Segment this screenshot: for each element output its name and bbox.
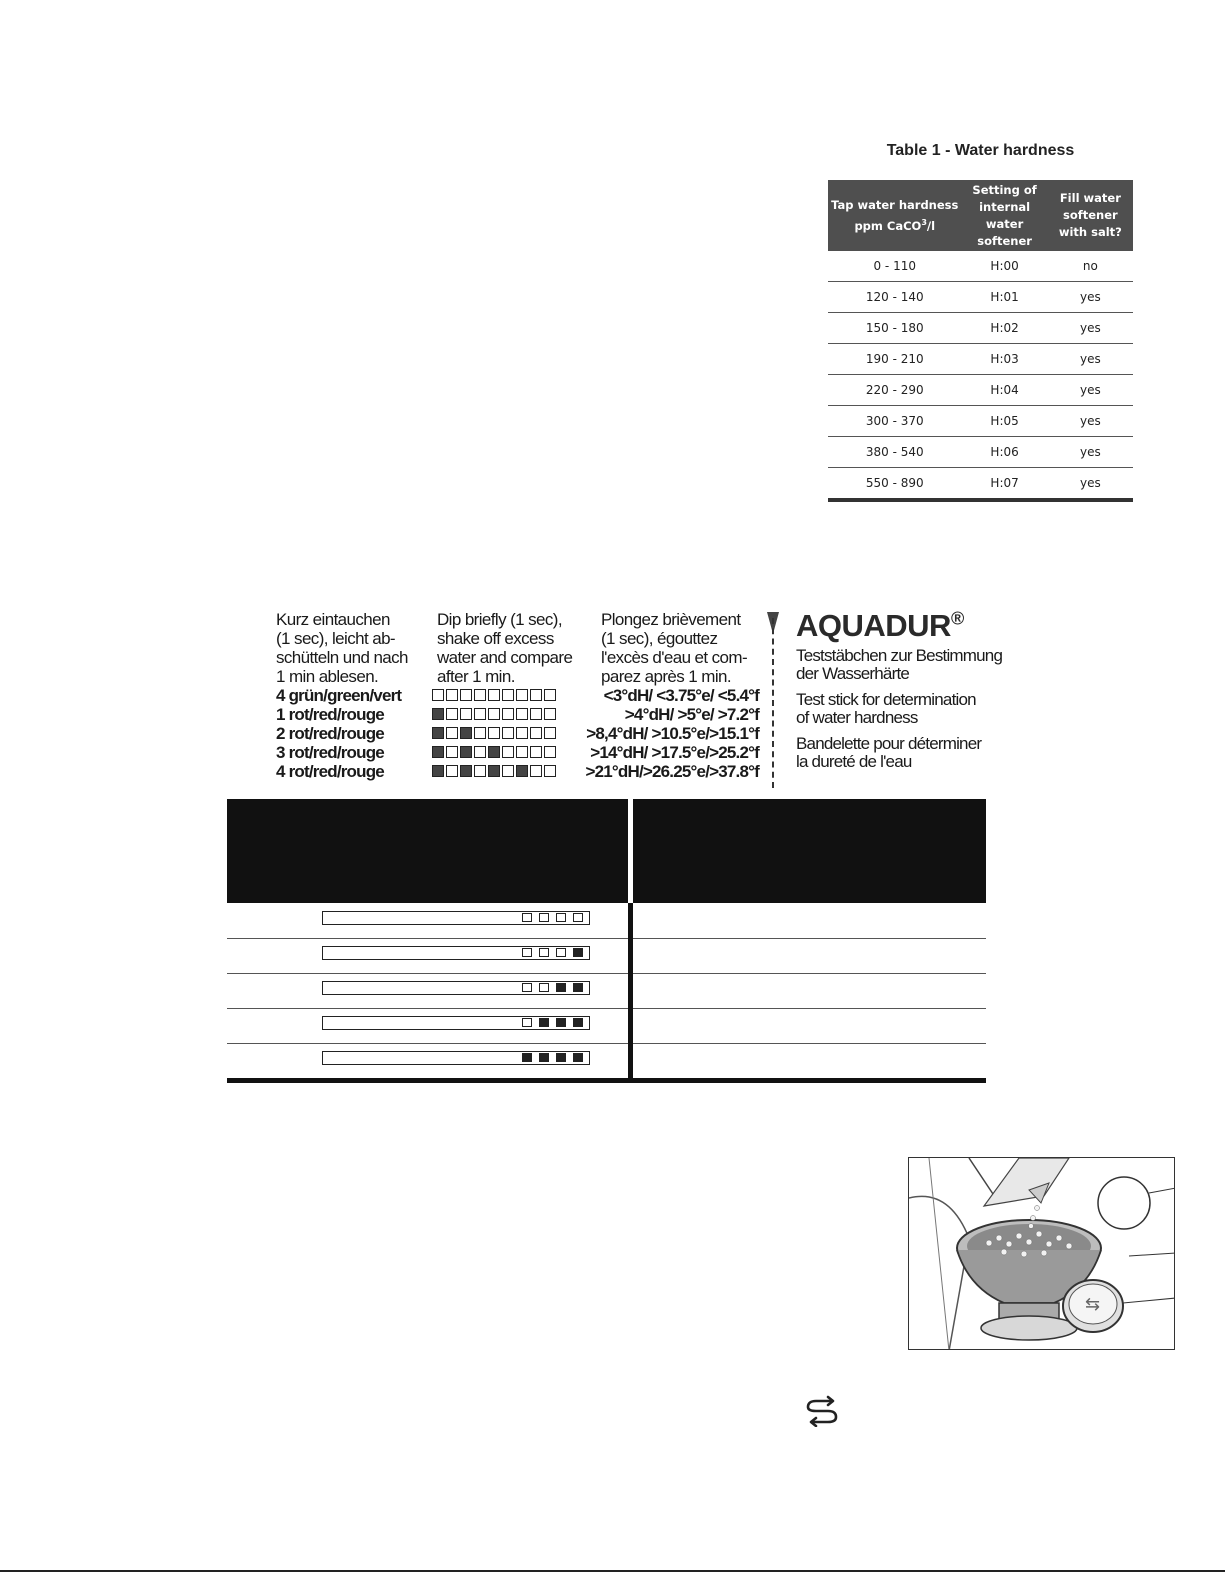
hardness-row-label: 1 rot/red/rouge	[276, 705, 384, 724]
fr-line: l'excès d'eau et com-	[601, 648, 748, 667]
hardness-row-label: 2 rot/red/rouge	[276, 724, 384, 743]
en-line: Dip briefly (1 sec),	[437, 610, 562, 629]
en-line: water and compare	[437, 648, 573, 667]
desc-fr-line: la dureté de l'eau	[796, 752, 912, 771]
strip-square	[544, 765, 556, 777]
strip-square	[530, 765, 542, 777]
column-divider	[628, 903, 633, 1079]
header-separator	[628, 799, 633, 903]
en-line: shake off excess	[437, 629, 554, 648]
table-row	[828, 313, 1133, 344]
strip-squares	[432, 746, 558, 758]
strip-square	[530, 689, 542, 701]
cell-setting: H:06	[961, 437, 1047, 468]
instructions-german	[276, 610, 408, 686]
header-c1-tail: /l	[926, 218, 936, 233]
table-row	[828, 468, 1133, 501]
cell-salt: no	[1048, 251, 1133, 282]
strip-square	[488, 708, 500, 720]
strip-square	[474, 746, 486, 758]
test-stick	[322, 946, 590, 960]
de-line: (1 sec), leicht ab-	[276, 629, 395, 648]
strip-squares	[432, 689, 558, 701]
brand-description	[796, 647, 1002, 771]
cell-hardness: 550 - 890	[828, 468, 961, 501]
page-bottom-rule	[0, 1570, 1225, 1572]
header-fill-salt: Fill water softener with salt?	[1048, 180, 1133, 251]
test-stick	[322, 1016, 590, 1030]
strip-square	[432, 689, 444, 701]
hardness-row-label: 4 rot/red/rouge	[276, 762, 384, 781]
instructions-english	[437, 610, 572, 686]
strip-square	[502, 689, 514, 701]
strip-square	[516, 765, 528, 777]
fr-line: (1 sec), égouttez	[601, 629, 718, 648]
stick-square	[539, 1018, 549, 1027]
table-row	[828, 282, 1133, 313]
strip-square	[460, 746, 472, 758]
strip-square	[432, 746, 444, 758]
header-c1-line2: ppm CaCO	[854, 218, 922, 233]
hardness-row-value: >4°dH/ >5°e/ >7.2°f	[624, 705, 759, 724]
strip-result-row	[227, 938, 986, 974]
strip-square	[474, 689, 486, 701]
stick-square	[522, 1018, 532, 1027]
stick-square	[539, 983, 549, 992]
stick-square	[573, 1018, 583, 1027]
strip-square	[446, 727, 458, 739]
hardness-row-label: 3 rot/red/rouge	[276, 743, 384, 762]
cell-hardness: 120 - 140	[828, 282, 961, 313]
de-line: Kurz eintauchen	[276, 610, 390, 629]
strip-square	[474, 727, 486, 739]
de-line: 1 min ablesen.	[276, 667, 379, 686]
stick-square	[522, 948, 532, 957]
strip-square	[432, 765, 444, 777]
stick-square	[539, 948, 549, 957]
cell-setting: H:01	[961, 282, 1047, 313]
desc-de-line: Teststäbchen zur Bestimmung	[796, 646, 1003, 665]
strip-square	[516, 746, 528, 758]
en-line: after 1 min.	[437, 667, 515, 686]
svg-text:⇆: ⇆	[1085, 1294, 1101, 1315]
cell-hardness: 190 - 210	[828, 344, 961, 375]
table-bottom-rule	[227, 1078, 986, 1083]
hardness-row-label: 4 grün/green/vert	[276, 686, 402, 705]
header-c1-line1: Tap water hardness	[831, 197, 959, 212]
aquadur-test-strip-legend	[276, 608, 1003, 790]
test-stick	[322, 911, 590, 925]
stick-square	[556, 1018, 566, 1027]
fr-line: Plongez brièvement	[601, 610, 741, 629]
cell-hardness: 300 - 370	[828, 406, 961, 437]
strip-square	[530, 746, 542, 758]
strip-squares	[432, 727, 558, 739]
cell-salt: yes	[1048, 344, 1133, 375]
stick-square	[522, 1053, 532, 1062]
cell-salt: yes	[1048, 437, 1133, 468]
desc-en-line: Test stick for determination	[796, 690, 976, 709]
strip-square	[530, 727, 542, 739]
fr-line: parez après 1 min.	[601, 667, 731, 686]
aquadur-brand	[796, 608, 964, 644]
strip-square	[432, 727, 444, 739]
cell-salt: yes	[1048, 406, 1133, 437]
strip-square	[488, 727, 500, 739]
cell-salt: yes	[1048, 313, 1133, 344]
cell-setting: H:07	[961, 468, 1047, 501]
salt-refill-arrows-icon	[804, 1395, 840, 1427]
cell-hardness: 0 - 110	[828, 251, 961, 282]
header-c1-sup: 3	[921, 217, 927, 227]
table-row	[828, 406, 1133, 437]
instructions-french	[601, 610, 747, 686]
hardness-row-value: <3°dH/ <3.75°e/ <5.4°f	[603, 686, 759, 705]
brand-name: AQUADUR	[796, 608, 951, 643]
strip-square	[516, 727, 528, 739]
header-setting: Setting of internal water softener	[961, 180, 1047, 251]
cell-salt: yes	[1048, 468, 1133, 501]
strip-square	[460, 765, 472, 777]
stick-square	[522, 913, 532, 922]
stick-square	[539, 913, 549, 922]
strip-square	[502, 727, 514, 739]
table1-title: Table 1 - Water hardness	[886, 142, 1075, 159]
strip-square	[544, 727, 556, 739]
strip-table-body	[227, 903, 986, 1082]
hardness-row-value: >8,4°dH/ >10.5°e/>15.1°f	[586, 724, 759, 743]
registered-mark: ®	[950, 608, 964, 629]
stick-square	[556, 948, 566, 957]
strip-square	[446, 708, 458, 720]
stick-square	[539, 1053, 549, 1062]
cell-salt: yes	[1048, 282, 1133, 313]
strip-square	[544, 689, 556, 701]
stick-square	[522, 983, 532, 992]
strip-square	[474, 708, 486, 720]
stick-square	[573, 948, 583, 957]
strip-square	[446, 689, 458, 701]
stick-square	[573, 983, 583, 992]
strip-result-row	[227, 903, 986, 939]
desc-en-line: of water hardness	[796, 708, 918, 727]
strip-squares	[432, 708, 558, 720]
hardness-row-value: >14°dH/ >17.5°e/>25.2°f	[590, 743, 759, 762]
cell-hardness: 220 - 290	[828, 375, 961, 406]
strip-square	[488, 689, 500, 701]
strip-squares	[432, 765, 558, 777]
strip-square	[502, 765, 514, 777]
test-stick	[322, 1051, 590, 1065]
stick-square	[556, 913, 566, 922]
test-stick	[322, 981, 590, 995]
strip-square	[474, 765, 486, 777]
strip-square	[530, 708, 542, 720]
de-line: schütteln und nach	[276, 648, 408, 667]
hardness-row-value: >21°dH/>26.25°e/>37.8°f	[585, 762, 759, 781]
strip-square	[446, 746, 458, 758]
table-row	[828, 251, 1133, 282]
cell-hardness: 150 - 180	[828, 313, 961, 344]
strip-result-row	[227, 1043, 986, 1078]
strip-square	[460, 708, 472, 720]
desc-de-line: der Wasserhärte	[796, 664, 910, 683]
strip-square	[502, 746, 514, 758]
table-row	[828, 437, 1133, 468]
header-tap-water-hardness	[828, 180, 961, 251]
strip-square	[460, 727, 472, 739]
cell-setting: H:00	[961, 251, 1047, 282]
strip-square	[488, 746, 500, 758]
strip-table-header	[227, 799, 986, 903]
cell-salt: yes	[1048, 375, 1133, 406]
dashed-divider	[772, 618, 774, 788]
salt-funnel-illustration	[908, 1157, 1175, 1350]
stick-square	[556, 983, 566, 992]
table-row	[828, 344, 1133, 375]
strip-square	[460, 689, 472, 701]
strip-result-row	[227, 973, 986, 1009]
desc-fr-line: Bandelette pour déterminer	[796, 734, 982, 753]
water-hardness-table	[828, 180, 1133, 502]
table-row	[828, 375, 1133, 406]
strip-square	[516, 689, 528, 701]
strip-square	[544, 708, 556, 720]
strip-square	[432, 708, 444, 720]
strip-square	[502, 708, 514, 720]
strip-result-row	[227, 1008, 986, 1044]
cell-setting: H:04	[961, 375, 1047, 406]
stick-square	[573, 1053, 583, 1062]
strip-square	[446, 765, 458, 777]
strip-square	[516, 708, 528, 720]
cell-setting: H:03	[961, 344, 1047, 375]
stick-square	[573, 913, 583, 922]
strip-square	[544, 746, 556, 758]
cell-setting: H:02	[961, 313, 1047, 344]
strip-square	[488, 765, 500, 777]
cell-hardness: 380 - 540	[828, 437, 961, 468]
stick-square	[556, 1053, 566, 1062]
cell-setting: H:05	[961, 406, 1047, 437]
